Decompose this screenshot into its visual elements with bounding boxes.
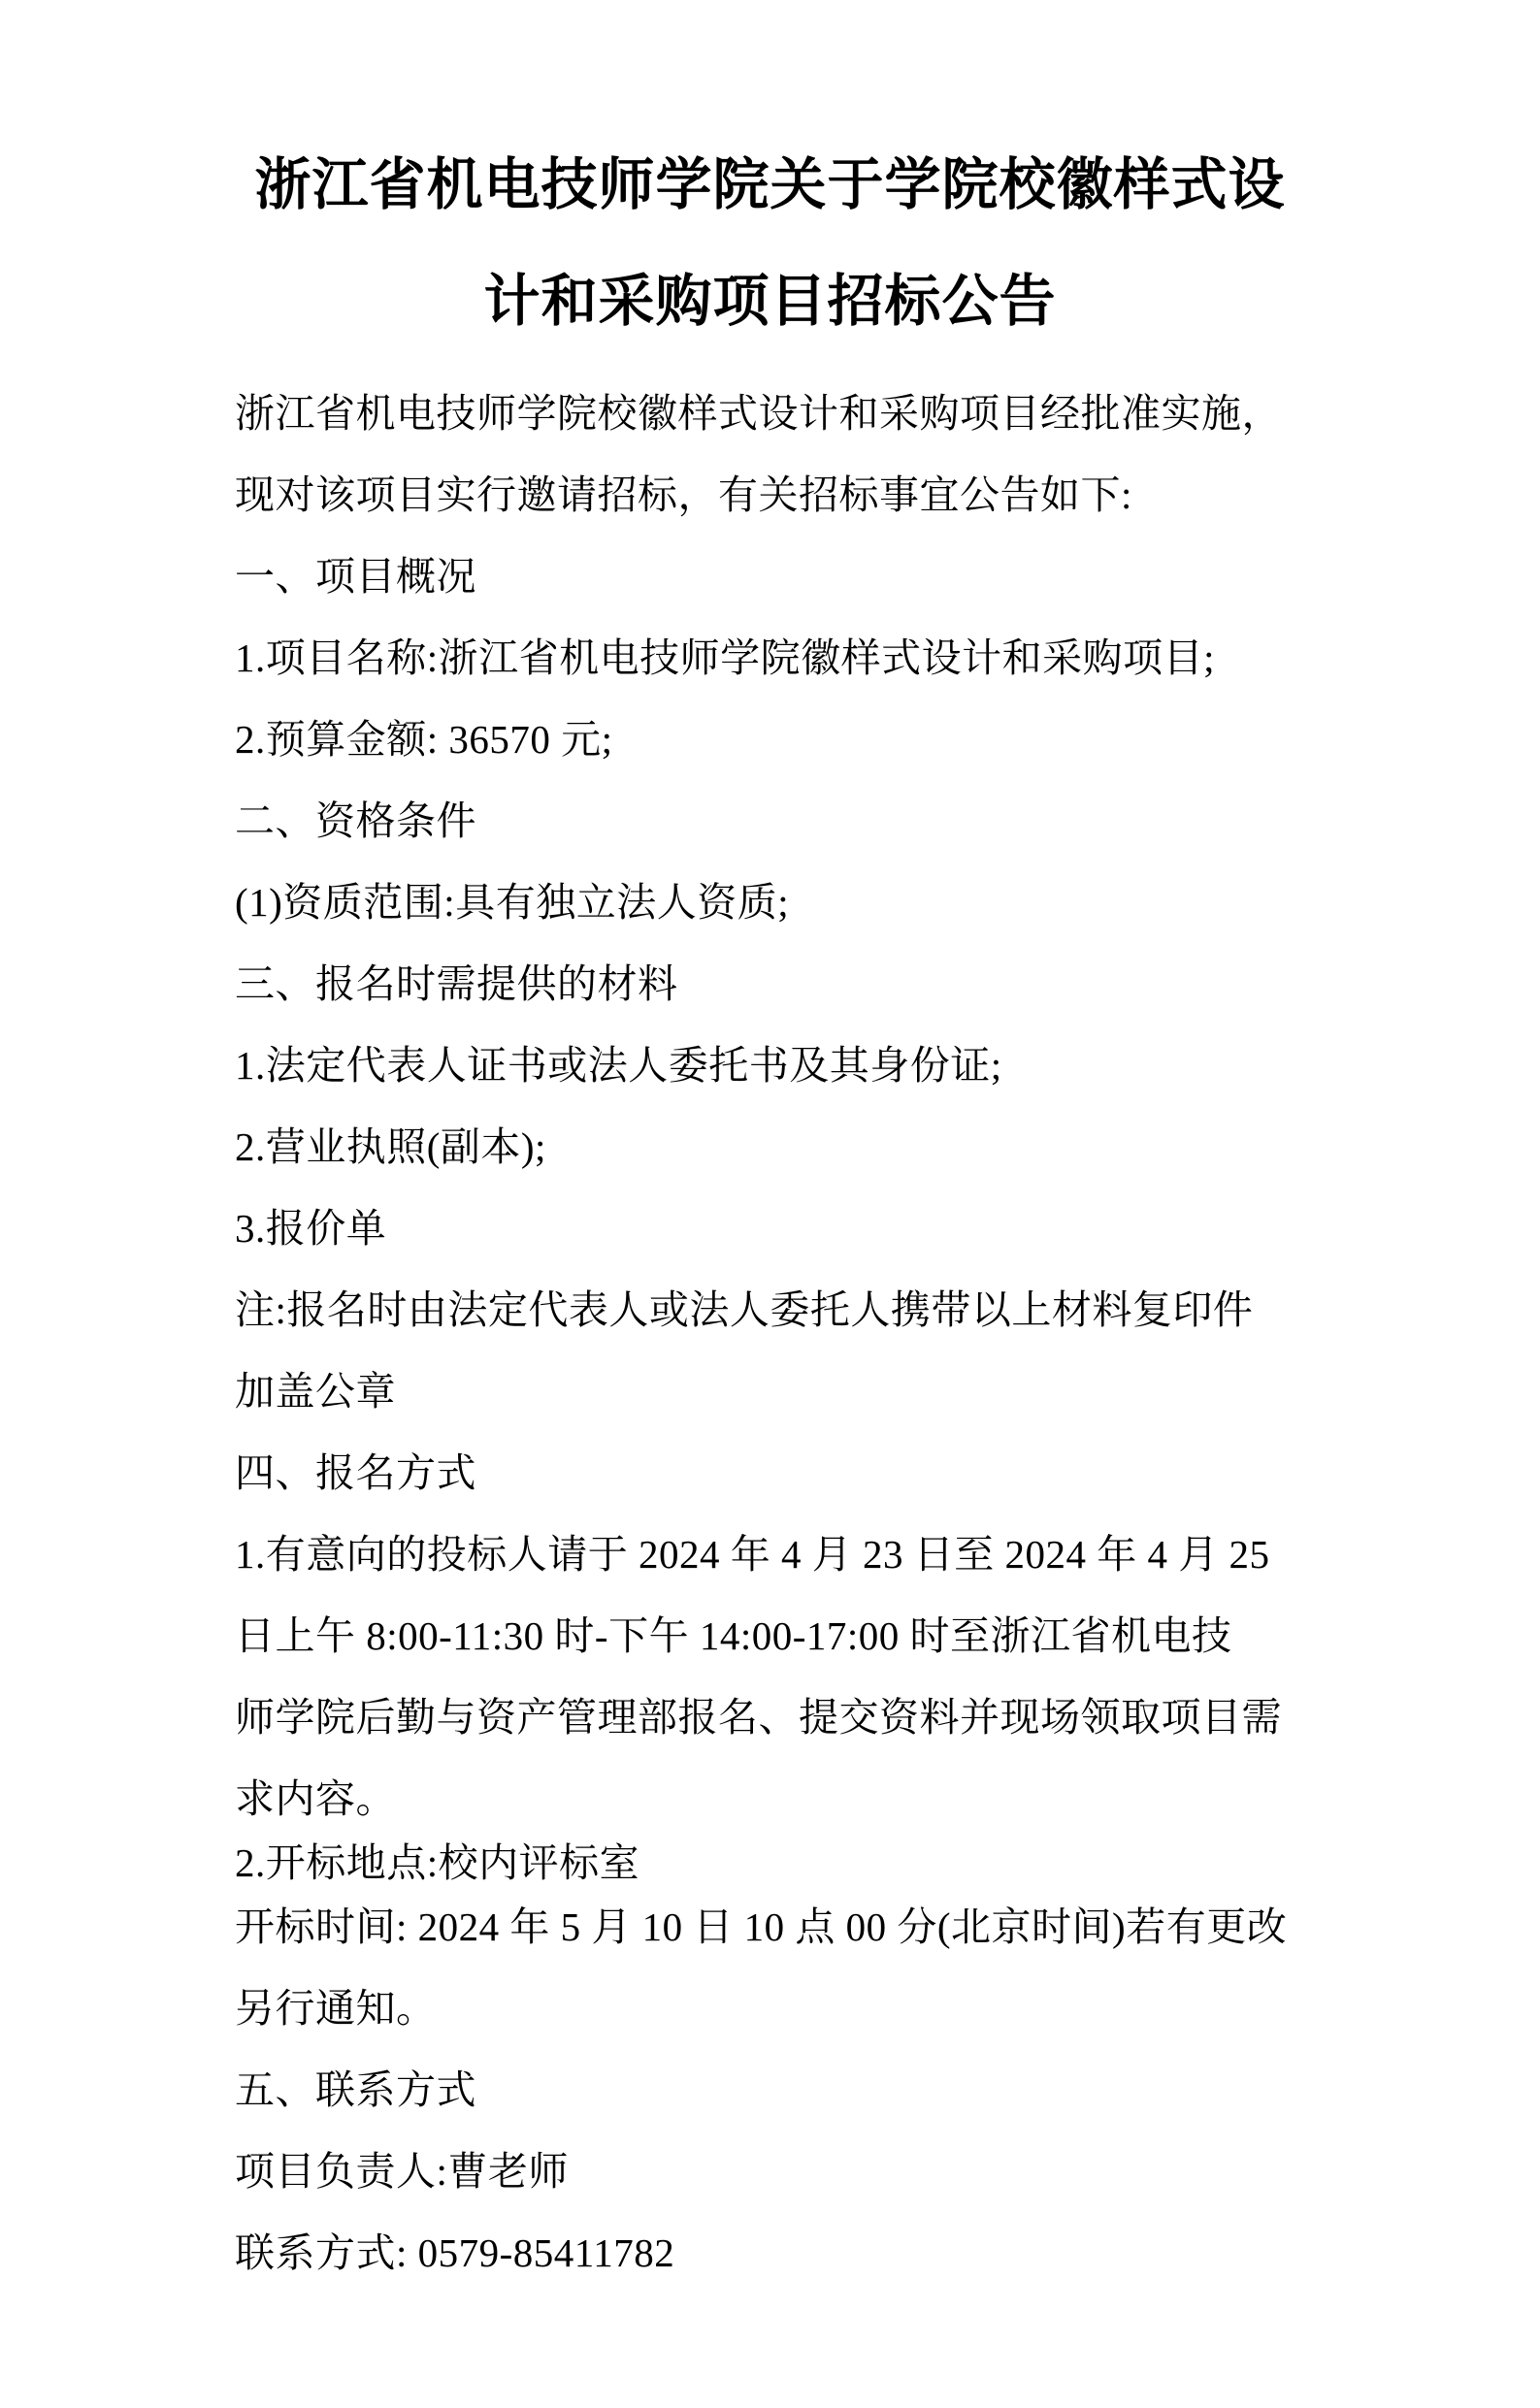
section-2-heading: 二、资格条件 — [235, 798, 476, 843]
project-name-line: 1.项目名称:浙江省机电技师学院徽样式设计和采购项目; — [235, 635, 1216, 680]
intro-line-2: 现对该项目实行邀请招标，有关招标事宜公告如下: — [235, 472, 1132, 517]
document-title-line-2: 计和采购项目招标公告 — [483, 270, 1057, 333]
note-line-1: 注:报名时由法定代表人或法人委托人携带以上材料复印件 — [235, 1287, 1254, 1332]
bid-opening-time-line: 开标时间: 2024 年 5 月 10 日 10 点 00 分(北京时间)若有更改 — [235, 1904, 1288, 1949]
section-1-heading: 一、项目概况 — [235, 554, 476, 599]
registration-line-3: 师学院后勤与资产管理部报名、提交资料并现场领取项目需 — [235, 1695, 1282, 1740]
bid-opening-time-continuation-line: 另行通知。 — [235, 1986, 437, 2031]
project-contact-person-line: 项目负责人:曹老师 — [235, 2149, 569, 2194]
note-line-2: 加盖公章 — [235, 1369, 396, 1414]
registration-line-4: 求内容。 — [235, 1776, 396, 1821]
section-5-heading: 五、联系方式 — [235, 2067, 476, 2112]
bid-opening-location-line: 2.开标地点:校内评标室 — [235, 1840, 640, 1885]
section-4-heading: 四、报名方式 — [235, 1450, 476, 1495]
material-2-line: 2.营业执照(副本); — [235, 1124, 546, 1169]
registration-line-2: 日上午 8:00-11:30 时-下午 14:00-17:00 时至浙江省机电技 — [235, 1613, 1232, 1658]
section-3-heading: 三、报名时需提供的材料 — [235, 961, 678, 1006]
contact-phone-line: 联系方式: 0579-85411782 — [235, 2230, 675, 2275]
document-title-line-1: 浙江省机电技师学院关于学院校徽样式设 — [254, 153, 1286, 216]
registration-line-1: 1.有意向的投标人请于 2024 年 4 月 23 日至 2024 年 4 月 25 — [235, 1532, 1270, 1577]
qualification-scope-line: (1)资质范围:具有独立法人资质; — [235, 880, 790, 925]
intro-line-1: 浙江省机电技师学院校徽样式设计和采购项目经批准实施， — [235, 391, 1282, 436]
material-3-line: 3.报价单 — [235, 1206, 387, 1251]
budget-amount-line: 2.预算金额: 36570 元; — [235, 717, 613, 762]
document-title — [0, 0, 1540, 360]
material-1-line: 1.法定代表人证书或法人委托书及其身份证; — [235, 1043, 1002, 1088]
document-body — [0, 373, 1540, 2294]
